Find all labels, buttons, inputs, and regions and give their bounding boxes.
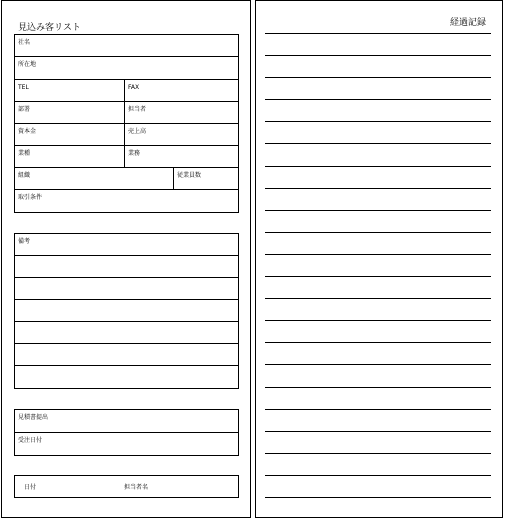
name-field[interactable] xyxy=(15,35,238,56)
notes-line[interactable] xyxy=(15,366,238,388)
notes-line[interactable] xyxy=(15,300,238,322)
ruled-line[interactable] xyxy=(265,77,491,78)
page-title-left: 見込み客リスト xyxy=(18,23,81,33)
name-label: 社名 xyxy=(18,39,31,46)
name-row xyxy=(15,35,238,57)
order-date-label: 受注日付 xyxy=(18,437,43,444)
department-label: 部署 xyxy=(18,106,31,113)
notes-line[interactable] xyxy=(15,322,238,344)
fax-field[interactable] xyxy=(124,80,238,101)
ruled-line[interactable] xyxy=(265,254,491,255)
capital-label: 資本金 xyxy=(18,128,37,135)
business-field[interactable] xyxy=(124,146,238,167)
industry-row xyxy=(15,146,238,168)
notes-field[interactable] xyxy=(15,234,238,255)
established-field[interactable] xyxy=(124,124,238,145)
ruled-line[interactable] xyxy=(265,453,491,454)
notes-line[interactable] xyxy=(15,344,238,366)
order-date-row xyxy=(15,433,238,455)
address-label: 所在地 xyxy=(18,61,37,68)
ruled-line[interactable] xyxy=(265,475,491,476)
employees-label: 従業員数 xyxy=(177,172,202,179)
ruled-line[interactable] xyxy=(265,298,491,299)
notes-label: 備考 xyxy=(18,238,31,245)
ruled-line[interactable] xyxy=(265,188,491,189)
employees-field[interactable] xyxy=(173,168,238,189)
notes-box xyxy=(14,233,239,389)
ruled-line[interactable] xyxy=(265,166,491,167)
capital-row xyxy=(15,124,238,146)
ruled-line[interactable] xyxy=(265,121,491,122)
ruled-line[interactable] xyxy=(265,143,491,144)
contact-person-field[interactable] xyxy=(124,102,238,123)
left-page xyxy=(1,0,251,518)
address-row xyxy=(15,57,238,80)
trade-terms-row xyxy=(15,190,238,212)
ruled-line[interactable] xyxy=(265,342,491,343)
ruled-line[interactable] xyxy=(265,276,491,277)
page-title-right: 経過記録 xyxy=(449,18,486,28)
estimate-box xyxy=(14,409,239,456)
address-field[interactable] xyxy=(15,57,238,79)
department-row xyxy=(15,102,238,124)
ruled-line[interactable] xyxy=(265,99,491,100)
customer-info-box xyxy=(14,34,239,213)
department-field[interactable] xyxy=(15,102,124,123)
ruled-line[interactable] xyxy=(265,320,491,321)
phone-row xyxy=(15,80,238,102)
business-label: 業務 xyxy=(128,150,141,157)
ruled-line[interactable] xyxy=(265,409,491,410)
ruled-line[interactable] xyxy=(265,497,491,498)
industry-label: 業種 xyxy=(18,150,31,157)
established-label: 売上高 xyxy=(128,128,147,135)
ruled-line[interactable] xyxy=(265,33,491,34)
tel-field[interactable] xyxy=(15,80,124,101)
progress-record-lines xyxy=(265,33,491,497)
industry-field[interactable] xyxy=(15,146,124,167)
person-name-label: 担当者名 xyxy=(124,484,149,491)
ruled-line[interactable] xyxy=(265,232,491,233)
notes-header-row xyxy=(15,234,238,256)
footer-box xyxy=(14,475,239,498)
notes-line[interactable] xyxy=(15,256,238,278)
estimate-submitted-field[interactable] xyxy=(15,410,238,432)
order-date-field[interactable] xyxy=(15,433,238,455)
ruled-line[interactable] xyxy=(265,210,491,211)
date-label: 日付 xyxy=(24,484,37,491)
trade-terms-field[interactable] xyxy=(15,190,238,212)
organization-field[interactable] xyxy=(15,168,173,189)
notes-line[interactable] xyxy=(15,278,238,300)
ruled-line[interactable] xyxy=(265,387,491,388)
capital-field[interactable] xyxy=(15,124,124,145)
contact-person-label: 担当者 xyxy=(128,106,147,113)
fax-label: FAX xyxy=(128,84,140,91)
ruled-line[interactable] xyxy=(265,364,491,365)
estimate-submitted-label: 見積書提出 xyxy=(18,414,49,421)
ruled-line[interactable] xyxy=(265,431,491,432)
estimate-submitted-row xyxy=(15,410,238,433)
tel-label: TEL xyxy=(18,84,29,91)
organization-label: 組織 xyxy=(18,172,31,179)
trade-terms-label: 取引条件 xyxy=(18,194,43,201)
organization-row xyxy=(15,168,238,190)
ruled-line[interactable] xyxy=(265,55,491,56)
